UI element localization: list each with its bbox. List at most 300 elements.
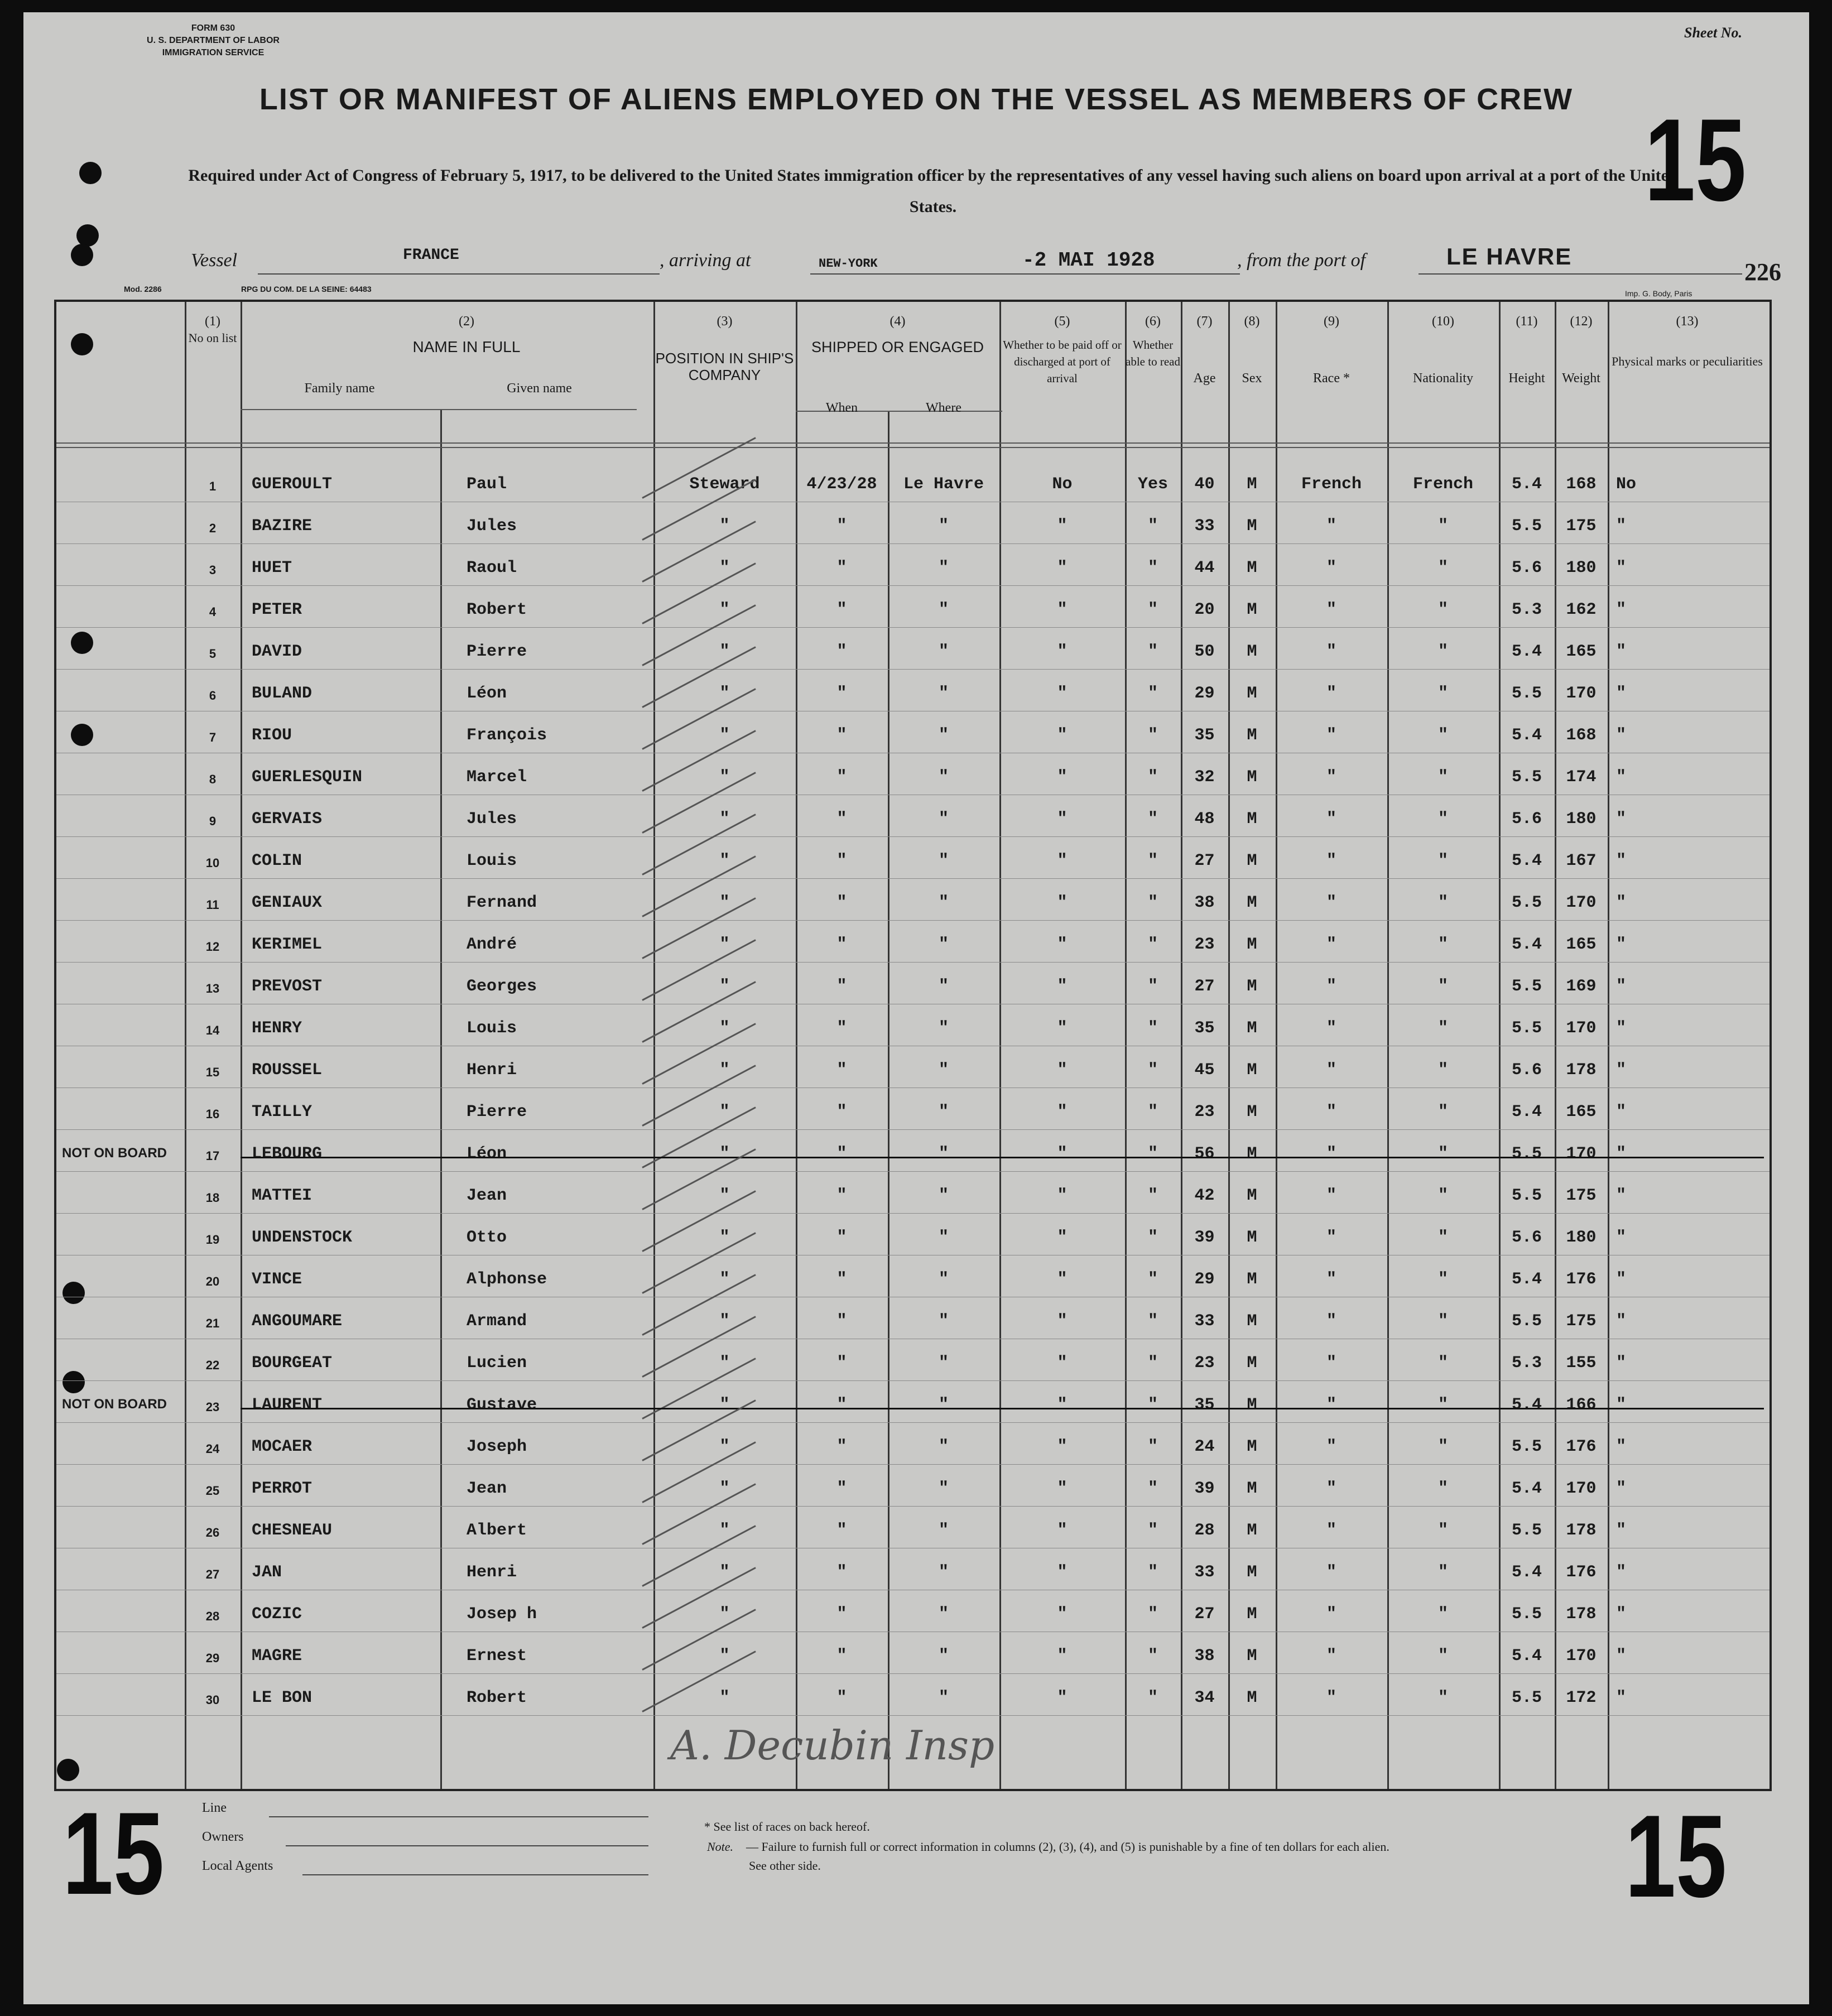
given-name: Josep h xyxy=(467,1605,537,1624)
paid-off: " xyxy=(1057,1605,1068,1624)
able-to-read: " xyxy=(1147,642,1158,661)
shipped-when: " xyxy=(836,684,847,703)
given-name: Jean xyxy=(467,1186,507,1205)
position: " xyxy=(719,1354,730,1373)
row-number: 30 xyxy=(205,1693,220,1707)
age: 20 xyxy=(1194,600,1215,619)
paid-off: " xyxy=(1057,1688,1068,1707)
footer-note-label: Note. xyxy=(707,1840,734,1854)
given-name: Robert xyxy=(467,1688,527,1707)
shipped-where: " xyxy=(938,559,949,578)
physical-marks: " xyxy=(1616,559,1627,578)
given-name: Armand xyxy=(467,1312,527,1331)
age: 50 xyxy=(1194,642,1215,661)
physical-marks: " xyxy=(1616,768,1627,787)
position: " xyxy=(719,1061,730,1080)
physical-marks: " xyxy=(1616,517,1627,536)
physical-marks: " xyxy=(1616,935,1627,954)
family-name: CHESNEAU xyxy=(252,1521,333,1540)
height: 5.5 xyxy=(1511,1605,1542,1624)
row-number: 4 xyxy=(209,605,217,619)
height: 5.4 xyxy=(1511,1563,1542,1582)
sex: M xyxy=(1247,1521,1257,1540)
shipped-when: " xyxy=(836,1061,847,1080)
family-name: UNDENSTOCK xyxy=(252,1228,353,1247)
shipped-when: " xyxy=(836,1437,847,1456)
age: 23 xyxy=(1194,935,1215,954)
race: " xyxy=(1326,1563,1336,1582)
position: " xyxy=(719,726,730,745)
paid-off: " xyxy=(1057,1270,1068,1289)
paid-off: " xyxy=(1057,1144,1068,1163)
able-to-read: " xyxy=(1147,977,1158,996)
given-name: Fernand xyxy=(467,893,537,912)
able-to-read: " xyxy=(1147,1437,1158,1456)
age: 28 xyxy=(1194,1521,1215,1540)
position: " xyxy=(719,1437,730,1456)
shipped-when: " xyxy=(836,1228,847,1247)
col-1-num: (1) xyxy=(205,314,220,329)
weight: 178 xyxy=(1566,1061,1597,1080)
height: 5.5 xyxy=(1511,517,1542,536)
row-line xyxy=(56,920,1770,921)
shipped-where: " xyxy=(938,1521,949,1540)
height: 5.4 xyxy=(1511,1270,1542,1289)
footer xyxy=(23,1791,1809,1968)
race: " xyxy=(1326,935,1336,954)
binder-hole xyxy=(76,224,99,247)
position: " xyxy=(719,768,730,787)
shipped-where: " xyxy=(938,1270,949,1289)
vessel-label: Vessel xyxy=(191,250,238,271)
able-to-read: " xyxy=(1147,1228,1158,1247)
not-on-board-note: NOT ON BOARD xyxy=(62,1146,167,1161)
col-6-num: (6) xyxy=(1145,314,1161,329)
able-to-read: " xyxy=(1147,726,1158,745)
nationality: " xyxy=(1437,600,1448,619)
page-subtitle: Required under Act of Congress of February 5, 1917, to be delivered to the United States immigration officer by the representatives of any vessel having such aliens on board upon arrival at a port of the United States. xyxy=(188,166,1678,216)
row-number: 7 xyxy=(209,730,217,744)
row-line xyxy=(56,1213,1770,1214)
row-number: 25 xyxy=(205,1484,220,1498)
form-rpg: RPG DU COM. DE LA SEINE: 64483 xyxy=(241,285,372,294)
able-to-read: " xyxy=(1147,1563,1158,1582)
sex: M xyxy=(1247,1061,1257,1080)
sex: M xyxy=(1247,517,1257,536)
able-to-read: " xyxy=(1147,1647,1158,1666)
race: " xyxy=(1326,1521,1336,1540)
row-line xyxy=(56,1380,1770,1381)
height: 5.4 xyxy=(1511,935,1542,954)
paid-off: " xyxy=(1057,1061,1068,1080)
family-name: GUEROULT xyxy=(252,475,333,494)
position: " xyxy=(719,559,730,578)
arriving-label: , arriving at xyxy=(660,250,751,271)
given-name: Léon xyxy=(467,684,507,703)
given-name: Alphonse xyxy=(467,1270,547,1289)
paid-off: " xyxy=(1057,1354,1068,1373)
height: 5.5 xyxy=(1511,684,1542,703)
family-name: HENRY xyxy=(252,1019,302,1038)
footer-note-text: — Failure to furnish full or correct information in columns (2), (3), (4), and (5) is punishable by a fine of ten dollars for each alien. xyxy=(746,1840,1389,1854)
shipped-where: " xyxy=(938,726,949,745)
shipped-when: " xyxy=(836,1312,847,1331)
age: 33 xyxy=(1194,1563,1215,1582)
col-2a-label: Family name xyxy=(304,381,375,396)
paid-off: " xyxy=(1057,977,1068,996)
sex: M xyxy=(1247,1479,1257,1498)
col-12-num: (12) xyxy=(1570,314,1593,329)
sex: M xyxy=(1247,893,1257,912)
family-name: VINCE xyxy=(252,1270,302,1289)
nationality: " xyxy=(1437,559,1448,578)
col-4-label: SHIPPED OR ENGAGED xyxy=(811,339,984,355)
underline xyxy=(302,1874,648,1875)
paid-off: " xyxy=(1057,1186,1068,1205)
position: " xyxy=(719,517,730,536)
shipped-where: " xyxy=(938,1312,949,1331)
paid-off: " xyxy=(1057,517,1068,536)
paid-off: " xyxy=(1057,1647,1068,1666)
paid-off: " xyxy=(1057,559,1068,578)
weight: 170 xyxy=(1566,1479,1597,1498)
sex: M xyxy=(1247,475,1257,494)
physical-marks: " xyxy=(1616,810,1627,829)
shipped-where: " xyxy=(938,1354,949,1373)
row-number: 9 xyxy=(209,814,217,828)
physical-marks: " xyxy=(1616,1312,1627,1331)
sex: M xyxy=(1247,851,1257,870)
race: " xyxy=(1326,1270,1336,1289)
weight: 176 xyxy=(1566,1563,1597,1582)
age: 23 xyxy=(1194,1103,1215,1122)
weight: 155 xyxy=(1566,1354,1597,1373)
physical-marks: " xyxy=(1616,1354,1627,1373)
shipped-where: " xyxy=(938,851,949,870)
col-3-label: POSITION IN SHIP'S COMPANY xyxy=(655,350,794,383)
col-7-label: Age xyxy=(1193,371,1216,386)
shipped-where: " xyxy=(938,684,949,703)
able-to-read: " xyxy=(1147,600,1158,619)
nationality: " xyxy=(1437,1312,1448,1331)
family-name: COLIN xyxy=(252,851,302,870)
age: 56 xyxy=(1194,1144,1215,1163)
shipped-when: " xyxy=(836,851,847,870)
race: " xyxy=(1326,726,1336,745)
race: " xyxy=(1326,810,1336,829)
header-bottom xyxy=(56,442,1770,444)
shipped-where: " xyxy=(938,1103,949,1122)
col-4-num: (4) xyxy=(889,314,906,329)
shipped-when: 4/23/28 xyxy=(806,475,877,494)
footer-agents-label: Local Agents xyxy=(202,1859,273,1873)
col-5-label: Whether to be paid off or discharged at port of arrival xyxy=(1003,338,1122,385)
weight: 178 xyxy=(1566,1521,1597,1540)
row-number: 1 xyxy=(209,479,217,493)
row-line xyxy=(56,585,1770,586)
from-port-label: , from the port of xyxy=(1237,250,1366,271)
able-to-read: " xyxy=(1147,810,1158,829)
race: " xyxy=(1326,684,1336,703)
age: 27 xyxy=(1194,977,1215,996)
physical-marks: " xyxy=(1616,1605,1627,1624)
form-number: FORM 630 xyxy=(191,23,235,33)
nationality: " xyxy=(1437,517,1448,536)
nationality: " xyxy=(1437,1563,1448,1582)
family-name: MOCAER xyxy=(252,1437,312,1456)
family-name: KERIMEL xyxy=(252,935,323,954)
weight: 178 xyxy=(1566,1605,1597,1624)
family-name: BOURGEAT xyxy=(252,1354,333,1373)
given-name: Henri xyxy=(467,1061,517,1080)
sex: M xyxy=(1247,559,1257,578)
race: " xyxy=(1326,1144,1336,1163)
inspector-signature: A. Decubin Insp xyxy=(670,1722,995,1769)
nationality: " xyxy=(1437,1144,1448,1163)
shipped-where: " xyxy=(938,935,949,954)
race: " xyxy=(1326,1186,1336,1205)
race: " xyxy=(1326,1019,1336,1038)
weight: 165 xyxy=(1566,935,1597,954)
physical-marks: " xyxy=(1616,1144,1627,1163)
shipped-when: " xyxy=(836,1144,847,1163)
department-label: U. S. DEPARTMENT OF LABOR xyxy=(147,36,280,45)
shipped-where: " xyxy=(938,1019,949,1038)
row-line xyxy=(56,627,1770,628)
position: " xyxy=(719,1563,730,1582)
shipped-where: " xyxy=(938,642,949,661)
physical-marks: " xyxy=(1616,684,1627,703)
able-to-read: " xyxy=(1147,517,1158,536)
row-line xyxy=(56,1715,1770,1716)
height: 5.4 xyxy=(1511,642,1542,661)
shipped-where: " xyxy=(938,810,949,829)
family-name: GENIAUX xyxy=(252,893,323,912)
physical-marks: " xyxy=(1616,1186,1627,1205)
height: 5.5 xyxy=(1511,1186,1542,1205)
row-number: 6 xyxy=(209,689,217,703)
weight: 180 xyxy=(1566,810,1597,829)
arrival-date: -2 MAI 1928 xyxy=(1022,249,1155,272)
height: 5.6 xyxy=(1511,1228,1542,1247)
family-name: RIOU xyxy=(252,726,292,745)
weight: 176 xyxy=(1566,1437,1597,1456)
nationality: French xyxy=(1412,475,1474,494)
height: 5.6 xyxy=(1511,810,1542,829)
given-name: François xyxy=(467,726,547,745)
col-10-num: (10) xyxy=(1432,314,1454,329)
row-line xyxy=(56,1129,1770,1130)
sex: M xyxy=(1247,1563,1257,1582)
row-number: 13 xyxy=(205,981,220,995)
shipped-when: " xyxy=(836,1103,847,1122)
able-to-read: " xyxy=(1147,1186,1158,1205)
family-name: BAZIRE xyxy=(252,517,312,536)
family-name: JAN xyxy=(252,1563,282,1582)
able-to-read: " xyxy=(1147,1605,1158,1624)
shipped-where: " xyxy=(938,1688,949,1707)
position: " xyxy=(719,600,730,619)
age: 48 xyxy=(1194,810,1215,829)
weight: 166 xyxy=(1566,1396,1597,1414)
height: 5.4 xyxy=(1511,1479,1542,1498)
sex: M xyxy=(1247,1186,1257,1205)
family-name: GUERLESQUIN xyxy=(252,768,363,787)
shipped-where: " xyxy=(938,1144,949,1163)
vessel-line xyxy=(191,243,1798,280)
nationality: " xyxy=(1437,768,1448,787)
sex: M xyxy=(1247,642,1257,661)
age: 29 xyxy=(1194,1270,1215,1289)
col-11-num: (11) xyxy=(1516,314,1538,329)
able-to-read: " xyxy=(1147,768,1158,787)
height: 5.5 xyxy=(1511,893,1542,912)
position: " xyxy=(719,1647,730,1666)
height: 5.3 xyxy=(1511,600,1542,619)
physical-marks: " xyxy=(1616,1479,1627,1498)
shipped-when: " xyxy=(836,977,847,996)
nationality: " xyxy=(1437,1479,1448,1498)
row-number: 17 xyxy=(205,1149,220,1163)
race: " xyxy=(1326,768,1336,787)
row-number: 3 xyxy=(209,563,217,577)
position: " xyxy=(719,1103,730,1122)
col-13-label: Physical marks or peculiarities xyxy=(1612,354,1763,368)
race: " xyxy=(1326,1479,1336,1498)
col-2-label: NAME IN FULL xyxy=(412,338,521,355)
able-to-read: " xyxy=(1147,1103,1158,1122)
age: 40 xyxy=(1194,475,1215,494)
able-to-read: " xyxy=(1147,893,1158,912)
row-number: 18 xyxy=(205,1191,220,1205)
family-name: COZIC xyxy=(252,1605,302,1624)
able-to-read: " xyxy=(1147,1396,1158,1414)
sex: M xyxy=(1247,1270,1257,1289)
paid-off: " xyxy=(1057,1396,1068,1414)
age: 38 xyxy=(1194,893,1215,912)
row-line xyxy=(56,1171,1770,1172)
paid-off: " xyxy=(1057,1019,1068,1038)
height: 5.6 xyxy=(1511,559,1542,578)
paid-off: " xyxy=(1057,810,1068,829)
weight: 162 xyxy=(1566,600,1597,619)
position: " xyxy=(719,935,730,954)
footer-note-races: * See list of races on back hereof. xyxy=(704,1820,870,1834)
physical-marks: " xyxy=(1616,1437,1627,1456)
able-to-read: " xyxy=(1147,1354,1158,1373)
race: " xyxy=(1326,1103,1336,1122)
sex: M xyxy=(1247,768,1257,787)
weight: 169 xyxy=(1566,977,1597,996)
sex: M xyxy=(1247,684,1257,703)
race: " xyxy=(1326,642,1336,661)
given-name: Louis xyxy=(467,851,517,870)
position: " xyxy=(719,1019,730,1038)
shipped-when: " xyxy=(836,1396,847,1414)
strike-through xyxy=(241,1408,1764,1409)
physical-marks: " xyxy=(1616,1103,1627,1122)
underline xyxy=(1011,273,1240,275)
able-to-read: Yes xyxy=(1137,475,1168,494)
nationality: " xyxy=(1437,1186,1448,1205)
not-on-board-note: NOT ON BOARD xyxy=(62,1397,167,1412)
strike-through xyxy=(241,1157,1764,1158)
height: 5.5 xyxy=(1511,1688,1542,1707)
shipped-when: " xyxy=(836,726,847,745)
sex: M xyxy=(1247,1228,1257,1247)
paid-off: " xyxy=(1057,684,1068,703)
weight: 170 xyxy=(1566,893,1597,912)
paid-off: " xyxy=(1057,935,1068,954)
sex: M xyxy=(1247,1019,1257,1038)
given-name: Louis xyxy=(467,1019,517,1038)
weight: 170 xyxy=(1566,1647,1597,1666)
shipped-when: " xyxy=(836,1479,847,1498)
given-name: Paul xyxy=(467,475,507,494)
column-divider xyxy=(440,409,442,1789)
sex: M xyxy=(1247,1103,1257,1122)
col-5-num: (5) xyxy=(1054,314,1070,329)
position: " xyxy=(719,1312,730,1331)
stamp-number-top: 15 xyxy=(1645,94,1747,225)
given-name: Jules xyxy=(467,810,517,829)
race: " xyxy=(1326,1312,1336,1331)
given-name: Léon xyxy=(467,1144,507,1163)
family-name: PETER xyxy=(252,600,302,619)
height: 5.4 xyxy=(1511,475,1542,494)
row-number: 2 xyxy=(209,521,217,535)
sex: M xyxy=(1247,1396,1257,1414)
age: 33 xyxy=(1194,517,1215,536)
paid-off: " xyxy=(1057,1437,1068,1456)
given-name: Pierre xyxy=(467,642,527,661)
row-line xyxy=(56,1506,1770,1507)
height: 5.4 xyxy=(1511,1103,1542,1122)
paid-off: " xyxy=(1057,600,1068,619)
height: 5.3 xyxy=(1511,1354,1542,1373)
weight: 180 xyxy=(1566,559,1597,578)
vessel-name: FRANCE xyxy=(403,247,459,264)
shipped-where: " xyxy=(938,893,949,912)
race: " xyxy=(1326,600,1336,619)
shipped-when: " xyxy=(836,559,847,578)
given-name: Georges xyxy=(467,977,537,996)
row-line xyxy=(56,836,1770,837)
able-to-read: " xyxy=(1147,1521,1158,1540)
footer-line-label: Line xyxy=(202,1801,227,1815)
weight: 168 xyxy=(1566,475,1597,494)
weight: 176 xyxy=(1566,1270,1597,1289)
weight: 175 xyxy=(1566,1186,1597,1205)
row-line xyxy=(56,1464,1770,1465)
col-2-num: (2) xyxy=(459,314,474,329)
physical-marks: " xyxy=(1616,1647,1627,1666)
age: 34 xyxy=(1194,1688,1215,1707)
age: 23 xyxy=(1194,1354,1215,1373)
row-number: 29 xyxy=(205,1651,220,1665)
age: 27 xyxy=(1194,851,1215,870)
shipped-where: " xyxy=(938,1647,949,1666)
weight: 165 xyxy=(1566,642,1597,661)
shipped-where: " xyxy=(938,1605,949,1624)
age: 35 xyxy=(1194,1019,1215,1038)
service-label: IMMIGRATION SERVICE xyxy=(162,48,265,57)
race: " xyxy=(1326,1688,1336,1707)
binder-hole xyxy=(71,244,93,266)
nationality: " xyxy=(1437,1396,1448,1414)
able-to-read: " xyxy=(1147,935,1158,954)
nationality: " xyxy=(1437,1688,1448,1707)
